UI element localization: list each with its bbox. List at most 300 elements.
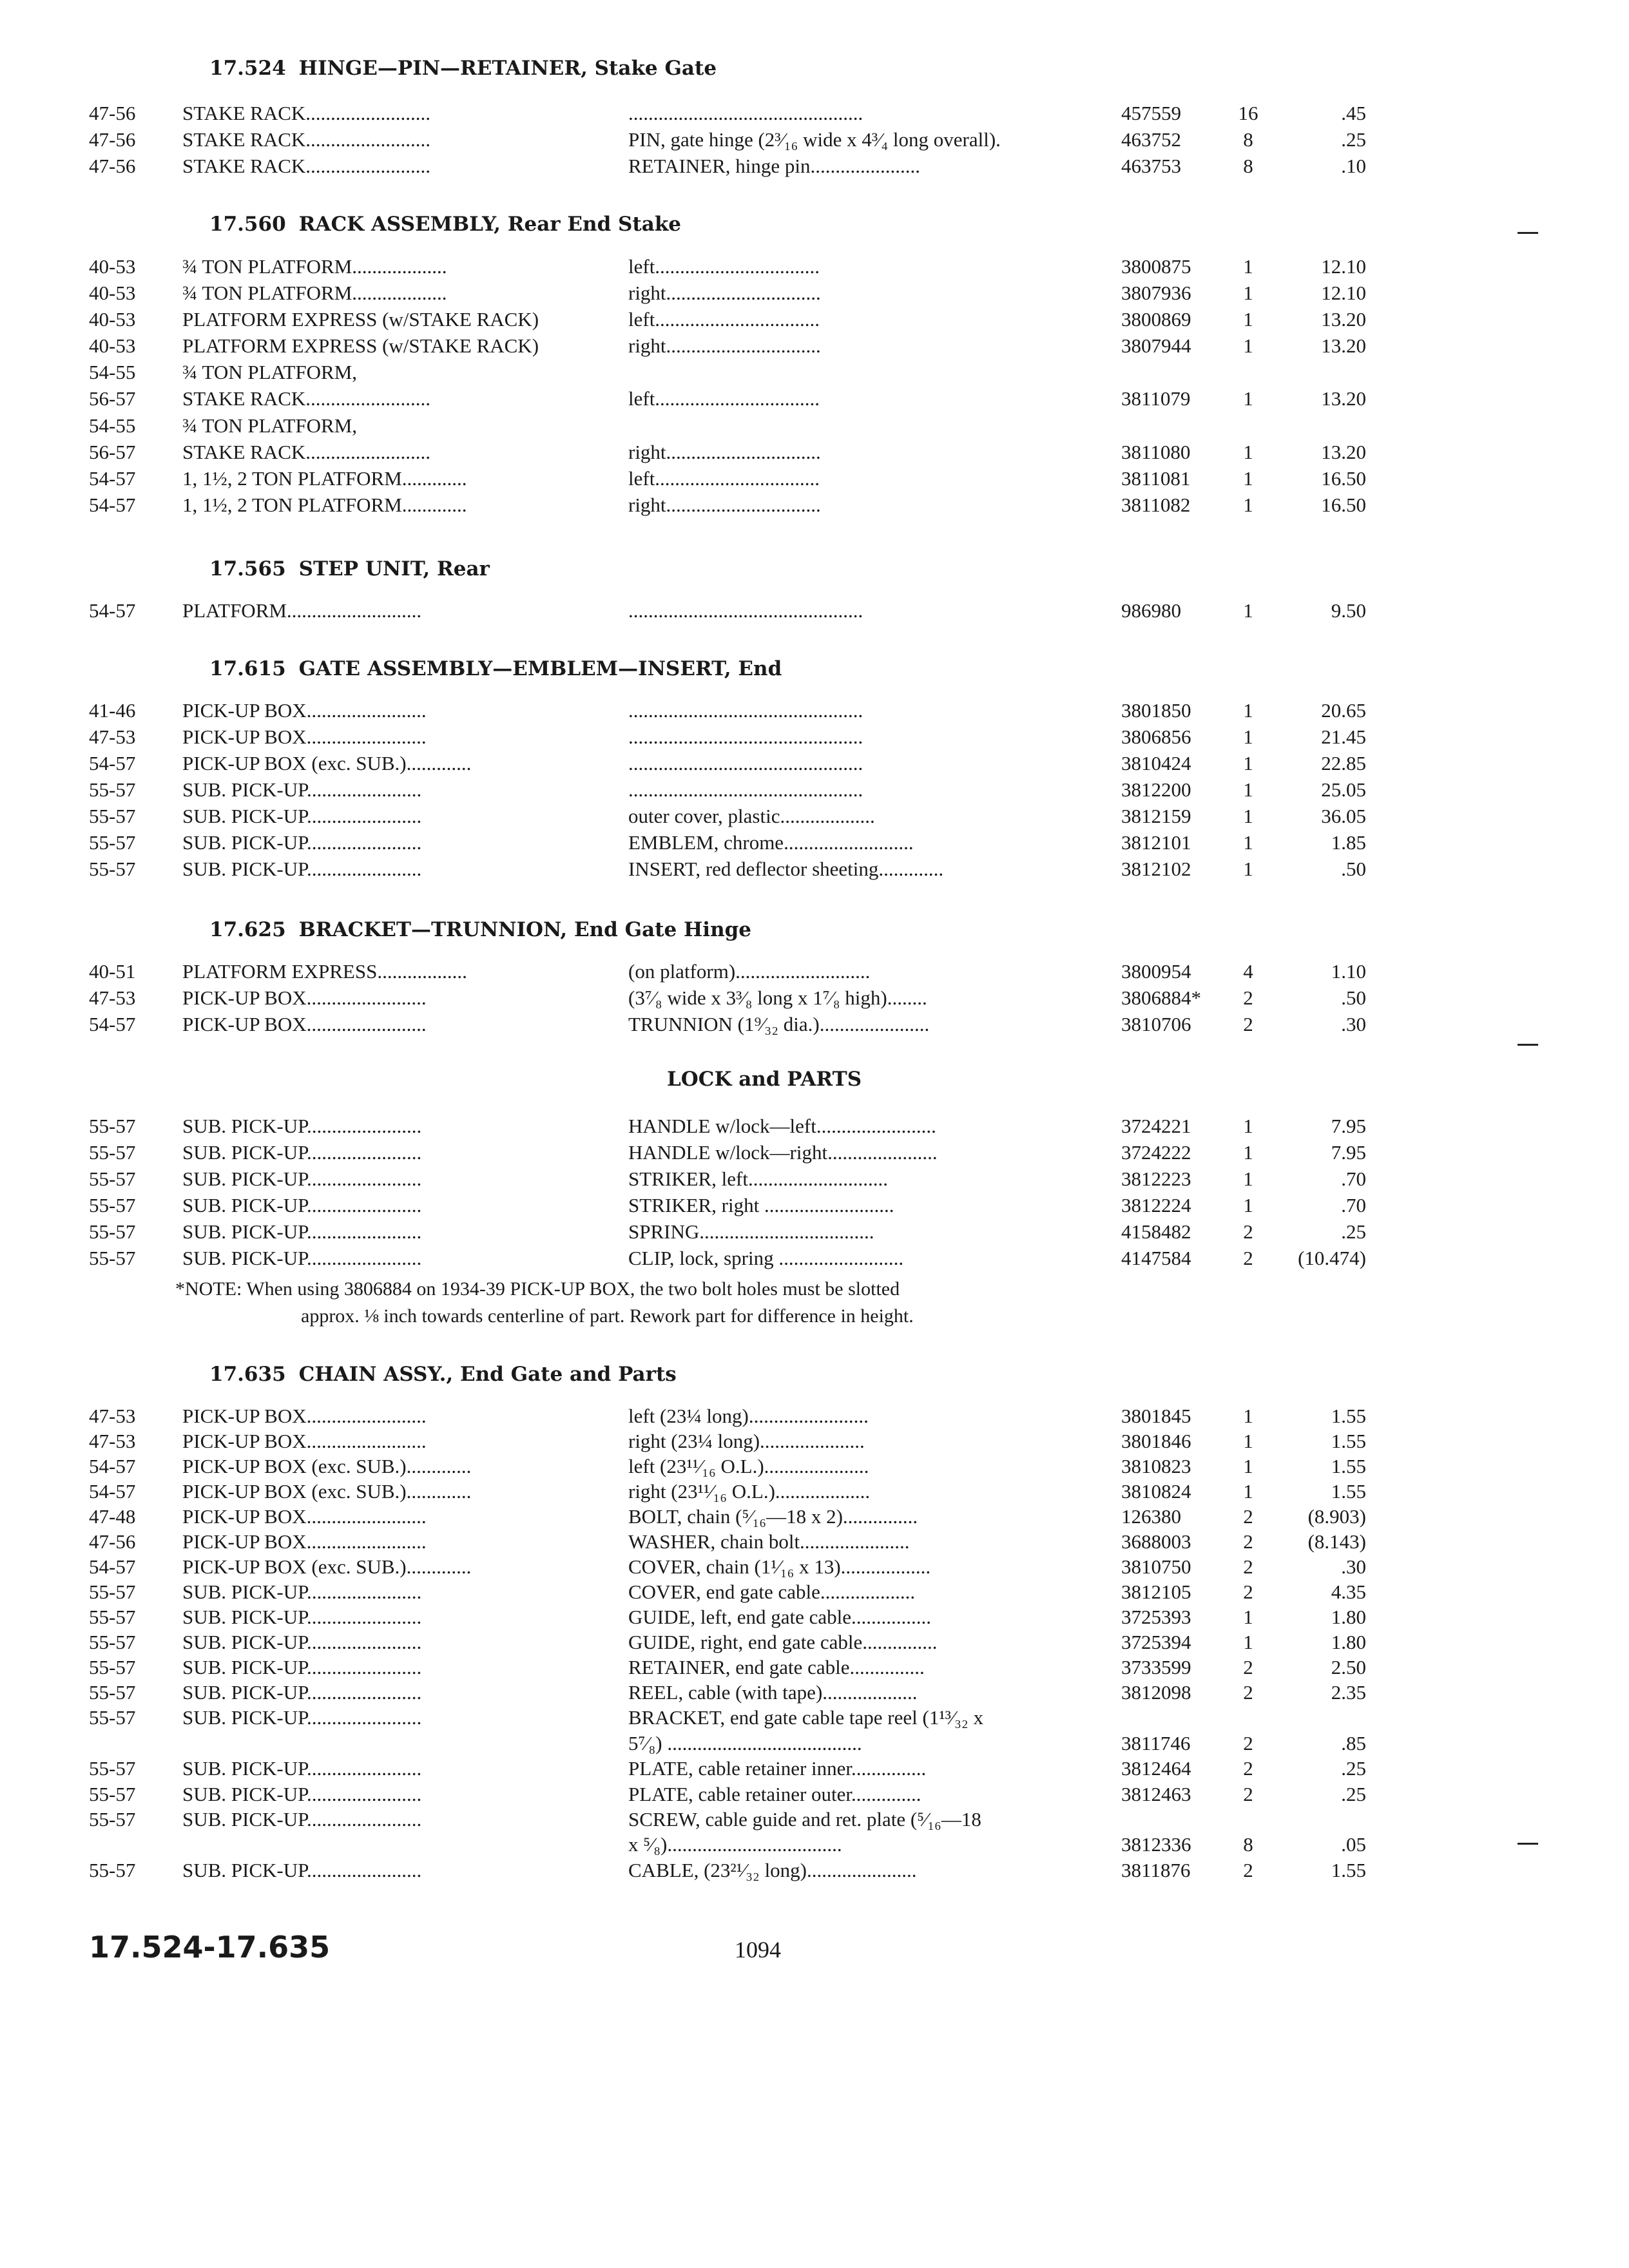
part-row [0,699,1629,725]
model-years: 55-57 [89,1706,136,1729]
part-row [0,1859,1629,1885]
quantity: 2 [1243,1505,1253,1528]
model-years: 56-57 [89,441,136,463]
quantity: 2 [1243,1220,1253,1243]
model-years: 55-57 [89,1783,136,1805]
model-years: 55-57 [89,1606,136,1628]
quantity: 1 [1243,467,1253,490]
list-price: 1.55 [1331,1430,1366,1452]
part-row [0,805,1629,831]
model-years: 55-57 [89,858,136,880]
list-price: 16.50 [1321,467,1366,490]
part-row [0,1220,1629,1246]
part-number: 3806856 [1121,726,1191,748]
quantity: 1 [1243,494,1253,516]
part-row [0,128,1629,154]
list-price: (8.903) [1307,1505,1366,1528]
vehicle-model: PICK-UP BOX........................ [182,1505,427,1528]
quantity: 2 [1243,1555,1253,1578]
part-row [0,726,1629,751]
part-row [0,255,1629,281]
vehicle-model: PLATFORM EXPRESS (w/STAKE RACK) [182,308,539,331]
part-number: 3806884* [1121,986,1201,1009]
model-years: 55-57 [89,1656,136,1678]
section-title [209,57,717,80]
list-price: 1.55 [1331,1480,1366,1503]
quantity: 2 [1243,1656,1253,1678]
vehicle-model: SUB. PICK-UP....................... [182,1194,422,1216]
model-years: 55-57 [89,1115,136,1137]
model-years: 54-57 [89,1555,136,1578]
model-years: 55-57 [89,1859,136,1881]
model-years: 55-57 [89,1141,136,1164]
part-description: GUIDE, left, end gate cable................ [628,1606,932,1628]
vehicle-model: SUB. PICK-UP....................... [182,1706,422,1729]
model-years: 47-56 [89,128,136,151]
list-price: 13.20 [1321,308,1366,331]
section-number: 17.524 [209,57,286,80]
part-description: REEL, cable (with tape)................... [628,1681,918,1704]
margin-mark [1518,1044,1538,1046]
list-price: 9.50 [1331,599,1366,622]
section-heading: RACK ASSEMBLY, Rear End Stake [298,213,682,236]
list-price: .25 [1341,1220,1366,1243]
model-years: 54-57 [89,467,136,490]
part-number: 3801845 [1121,1405,1191,1427]
part-row [0,752,1629,778]
part-row [0,1757,1629,1783]
list-price: 12.10 [1321,282,1366,304]
part-row [0,1115,1629,1140]
model-years: 40-53 [89,334,136,357]
list-price: 2.35 [1331,1681,1366,1704]
part-number: 3800954 [1121,960,1191,983]
quantity: 1 [1243,334,1253,357]
part-row [0,1833,1629,1859]
part-description: STRIKER, left............................ [628,1168,888,1190]
part-number: 3810824 [1121,1480,1191,1503]
part-row [0,1581,1629,1606]
list-price: .70 [1341,1194,1366,1216]
list-price: 13.20 [1321,441,1366,463]
quantity: 1 [1243,387,1253,410]
section-heading: LOCK and PARTS [667,1068,862,1091]
part-number: 3807944 [1121,334,1191,357]
part-number: 463752 [1121,128,1181,151]
section-number: 17.625 [209,918,286,941]
part-number: 3724221 [1121,1115,1191,1137]
quantity: 1 [1243,255,1253,278]
part-number: 3800869 [1121,308,1191,331]
quantity: 8 [1243,155,1253,177]
part-description: left................................. [628,467,820,490]
list-price: 1.55 [1331,1859,1366,1881]
part-description: STRIKER, right .......................... [628,1194,894,1216]
section-number: 17.615 [209,657,286,680]
vehicle-model: SUB. PICK-UP....................... [182,1606,422,1628]
part-number: 3812336 [1121,1833,1191,1856]
vehicle-model: SUB. PICK-UP....................... [182,1859,422,1881]
part-description: RETAINER, hinge pin...................... [628,155,921,177]
list-price: .45 [1341,102,1366,124]
part-row [0,1681,1629,1707]
section-heading: STEP UNIT, Rear [298,557,490,581]
model-years: 55-57 [89,1581,136,1603]
quantity: 1 [1243,1194,1253,1216]
model-years: 40-51 [89,960,136,983]
model-years: 47-56 [89,155,136,177]
part-description: CABLE, (23²¹⁄₃₂ long)...................... [628,1859,917,1881]
part-number: 3812224 [1121,1194,1191,1216]
list-price: 20.65 [1321,699,1366,722]
model-years: 55-57 [89,1631,136,1653]
quantity: 2 [1243,986,1253,1009]
part-description: (3⁷⁄₈ wide x 3³⁄₈ long x 1⁷⁄₈ high)........ [628,986,927,1009]
part-number: 3812102 [1121,858,1191,880]
list-price: 36.05 [1321,805,1366,827]
model-years: 47-56 [89,1530,136,1553]
model-years: 54-57 [89,1013,136,1035]
part-number: 3725393 [1121,1606,1191,1628]
part-row [0,334,1629,360]
part-number: 3811081 [1121,467,1191,490]
part-number: 3812101 [1121,831,1191,854]
part-number: 3812200 [1121,778,1191,801]
model-years: 55-57 [89,1220,136,1243]
part-description: INSERT, red deflector sheeting............. [628,858,944,880]
quantity: 1 [1243,308,1253,331]
vehicle-model: STAKE RACK......................... [182,128,431,151]
quantity: 1 [1243,752,1253,774]
model-years: 47-53 [89,1430,136,1452]
part-row [0,441,1629,466]
part-number: 3724222 [1121,1141,1191,1164]
part-row [0,960,1629,986]
vehicle-model: PICK-UP BOX........................ [182,986,427,1009]
vehicle-model: PICK-UP BOX (exc. SUB.)............. [182,1480,472,1503]
part-number: 3688003 [1121,1530,1191,1553]
part-row [0,102,1629,128]
quantity: 2 [1243,1732,1253,1754]
part-description: ............................................... [628,102,863,124]
vehicle-model: PICK-UP BOX........................ [182,1013,427,1035]
part-row [0,1013,1629,1039]
part-row [0,1405,1629,1430]
part-row [0,155,1629,180]
list-price: 7.95 [1331,1115,1366,1137]
model-years: 41-46 [89,699,136,722]
model-years: 54-55 [89,414,136,437]
quantity: 2 [1243,1013,1253,1035]
quantity: 16 [1238,102,1258,124]
quantity: 1 [1243,441,1253,463]
quantity: 8 [1243,1833,1253,1856]
part-description: ............................................... [628,699,863,722]
part-number: 3812223 [1121,1168,1191,1190]
quantity: 8 [1243,128,1253,151]
section-heading: BRACKET—TRUNNION, End Gate Hinge [298,918,751,941]
vehicle-model: SUB. PICK-UP....................... [182,1247,422,1269]
part-number: 3811746 [1121,1732,1191,1754]
part-row [0,1555,1629,1581]
vehicle-model: SUB. PICK-UP....................... [182,831,422,854]
part-description: ............................................... [628,599,863,622]
vehicle-model: PLATFORM EXPRESS (w/STAKE RACK) [182,334,539,357]
quantity: 2 [1243,1581,1253,1603]
part-description: GUIDE, right, end gate cable............... [628,1631,938,1653]
vehicle-model: SUB. PICK-UP....................... [182,778,422,801]
part-number: 3810706 [1121,1013,1191,1035]
part-number: 3811082 [1121,494,1191,516]
vehicle-model: SUB. PICK-UP....................... [182,1681,422,1704]
vehicle-model: SUB. PICK-UP....................... [182,1220,422,1243]
vehicle-model: ¾ TON PLATFORM, [182,361,358,383]
list-price: .85 [1341,1732,1366,1754]
part-description: EMBLEM, chrome.......................... [628,831,914,854]
model-years: 55-57 [89,1681,136,1704]
part-row [0,858,1629,883]
vehicle-model: SUB. PICK-UP....................... [182,858,422,880]
quantity: 1 [1243,805,1253,827]
quantity: 1 [1243,1430,1253,1452]
vehicle-model: SUB. PICK-UP....................... [182,1168,422,1190]
model-years: 54-57 [89,494,136,516]
footnote-line: *NOTE: When using 3806884 on 1934-39 PICK-UP BOX, the two bolt holes must be slotted [175,1278,900,1300]
part-number: 986980 [1121,599,1181,622]
list-price: 21.45 [1321,726,1366,748]
list-price: 1.10 [1331,960,1366,983]
part-description: left (23¼ long)........................ [628,1405,869,1427]
list-price: .25 [1341,1783,1366,1805]
vehicle-model: SUB. PICK-UP....................... [182,1757,422,1780]
list-price: 1.55 [1331,1455,1366,1477]
part-row [0,1808,1629,1834]
part-row [0,308,1629,334]
part-description: PLATE, cable retainer outer.............. [628,1783,921,1805]
list-price: .05 [1341,1833,1366,1856]
part-description: COVER, end gate cable................... [628,1581,916,1603]
list-price: .70 [1341,1168,1366,1190]
part-description: right............................... [628,282,821,304]
part-description: ............................................... [628,726,863,748]
vehicle-model: SUB. PICK-UP....................... [182,805,422,827]
part-description: COVER, chain (1¹⁄₁₆ x 13).................. [628,1555,931,1578]
part-row [0,467,1629,493]
part-number: 3725394 [1121,1631,1191,1653]
part-row [0,1656,1629,1682]
quantity: 1 [1243,1455,1253,1477]
section-number: 17.635 [209,1363,286,1386]
list-price: 13.20 [1321,387,1366,410]
list-price: .50 [1341,986,1366,1009]
part-description: ............................................... [628,778,863,801]
part-description: right (23¼ long)..................... [628,1430,865,1452]
quantity: 1 [1243,1115,1253,1137]
part-description: BRACKET, end gate cable tape reel (1¹³⁄₃₂ x [628,1706,983,1729]
footer-section-range: 17.524-17.635 [89,1930,331,1965]
part-row [0,1168,1629,1193]
part-row [0,778,1629,804]
list-price: 1.55 [1331,1405,1366,1427]
vehicle-model: STAKE RACK......................... [182,387,431,410]
model-years: 54-57 [89,599,136,622]
part-row [0,1141,1629,1167]
model-years: 47-48 [89,1505,136,1528]
part-number: 3801846 [1121,1430,1191,1452]
part-description: left................................. [628,255,820,278]
section-title [209,918,751,941]
vehicle-model: 1, 1½, 2 TON PLATFORM............. [182,494,467,516]
part-description: left................................. [628,308,820,331]
page-number: 1094 [735,1937,781,1963]
part-description: right............................... [628,494,821,516]
part-number: 3810823 [1121,1455,1191,1477]
list-price: .10 [1341,155,1366,177]
list-price: 1.85 [1331,831,1366,854]
part-number: 3812464 [1121,1757,1191,1780]
part-description: HANDLE w/lock—left........................ [628,1115,936,1137]
footnote-line: approx. ⅛ inch towards centerline of part. Rework part for difference in height. [301,1305,914,1327]
part-description: left................................. [628,387,820,410]
model-years: 55-57 [89,831,136,854]
quantity: 1 [1243,599,1253,622]
model-years: 55-57 [89,778,136,801]
vehicle-model: PICK-UP BOX........................ [182,699,427,722]
section-title [209,557,490,581]
vehicle-model: PICK-UP BOX........................ [182,726,427,748]
quantity: 1 [1243,1141,1253,1164]
part-row [0,1505,1629,1531]
margin-mark [1518,1843,1538,1845]
model-years: 55-57 [89,1808,136,1831]
vehicle-model: SUB. PICK-UP....................... [182,1581,422,1603]
part-row [0,1606,1629,1631]
part-number: 3807936 [1121,282,1191,304]
vehicle-model: PLATFORM EXPRESS.................. [182,960,467,983]
model-years: 55-57 [89,1247,136,1269]
vehicle-model: PICK-UP BOX........................ [182,1530,427,1553]
quantity: 4 [1243,960,1253,983]
part-row [0,986,1629,1012]
part-description: right............................... [628,334,821,357]
part-number: 4158482 [1121,1220,1191,1243]
part-row [0,599,1629,625]
part-description: right............................... [628,441,821,463]
vehicle-model: ¾ TON PLATFORM................... [182,282,447,304]
section-number: 17.560 [209,213,286,236]
quantity: 2 [1243,1681,1253,1704]
vehicle-model: PICK-UP BOX (exc. SUB.)............. [182,752,472,774]
vehicle-model: STAKE RACK......................... [182,441,431,463]
model-years: 47-56 [89,102,136,124]
model-years: 54-57 [89,1480,136,1503]
section-heading: CHAIN ASSY., End Gate and Parts [298,1363,677,1386]
part-number: 3811079 [1121,387,1191,410]
part-number: 3811876 [1121,1859,1191,1881]
list-price: .30 [1341,1555,1366,1578]
model-years: 54-55 [89,361,136,383]
model-years: 54-57 [89,752,136,774]
part-number: 3812105 [1121,1581,1191,1603]
model-years: 56-57 [89,387,136,410]
list-price: 16.50 [1321,494,1366,516]
model-years: 55-57 [89,1194,136,1216]
part-row [0,282,1629,307]
vehicle-model: PICK-UP BOX........................ [182,1405,427,1427]
model-years: 47-53 [89,986,136,1009]
part-row [0,387,1629,413]
list-price: 25.05 [1321,778,1366,801]
part-number: 3812098 [1121,1681,1191,1704]
list-price: 4.35 [1331,1581,1366,1603]
part-row [0,494,1629,519]
quantity: 1 [1243,282,1253,304]
part-row [0,1783,1629,1809]
part-description: WASHER, chain bolt...................... [628,1530,910,1553]
part-row [0,1631,1629,1657]
part-row [0,1430,1629,1456]
quantity: 1 [1243,1168,1253,1190]
footnote [175,1276,1142,1330]
part-row [0,1455,1629,1481]
list-price: .25 [1341,128,1366,151]
vehicle-model: SUB. PICK-UP....................... [182,1115,422,1137]
vehicle-model: 1, 1½, 2 TON PLATFORM............. [182,467,467,490]
vehicle-model: SUB. PICK-UP....................... [182,1141,422,1164]
list-price: 1.80 [1331,1606,1366,1628]
model-years: 55-57 [89,1757,136,1780]
part-description: 5⁷⁄₈) ....................................... [628,1732,862,1754]
part-description: x ⁵⁄₈)................................... [628,1833,842,1856]
part-row [0,361,1629,387]
vehicle-model: SUB. PICK-UP....................... [182,1783,422,1805]
vehicle-model: ¾ TON PLATFORM, [182,414,358,437]
quantity: 1 [1243,778,1253,801]
quantity: 1 [1243,858,1253,880]
part-description: SPRING................................... [628,1220,874,1243]
list-price: 1.80 [1331,1631,1366,1653]
part-description: HANDLE w/lock—right...................... [628,1141,938,1164]
list-price: 12.10 [1321,255,1366,278]
part-description: right (23¹¹⁄₁₆ O.L.)................... [628,1480,871,1503]
part-number: 4147584 [1121,1247,1191,1269]
part-description: RETAINER, end gate cable............... [628,1656,925,1678]
section-heading: HINGE—PIN—RETAINER, Stake Gate [298,57,717,80]
section-title [209,1363,677,1386]
part-number: 3733599 [1121,1656,1191,1678]
part-row [0,1480,1629,1506]
model-years: 55-57 [89,1168,136,1190]
part-row [0,1194,1629,1220]
model-years: 47-53 [89,726,136,748]
list-price: .50 [1341,858,1366,880]
part-description: CLIP, lock, spring ......................... [628,1247,904,1269]
part-number: 3801850 [1121,699,1191,722]
section-heading: GATE ASSEMBLY—EMBLEM—INSERT, End [298,657,782,680]
part-number: 457559 [1121,102,1181,124]
part-number: 126380 [1121,1505,1181,1528]
part-description: BOLT, chain (⁵⁄₁₆—18 x 2)............... [628,1505,918,1528]
vehicle-model: PICK-UP BOX........................ [182,1430,427,1452]
quantity: 1 [1243,1631,1253,1653]
model-years: 47-53 [89,1405,136,1427]
section-title [209,657,782,680]
part-number: 3810424 [1121,752,1191,774]
part-description: (on platform)........................... [628,960,871,983]
part-description: TRUNNION (1⁹⁄₃₂ dia.)...................... [628,1013,930,1035]
quantity: 1 [1243,831,1253,854]
section-title [667,1068,862,1091]
